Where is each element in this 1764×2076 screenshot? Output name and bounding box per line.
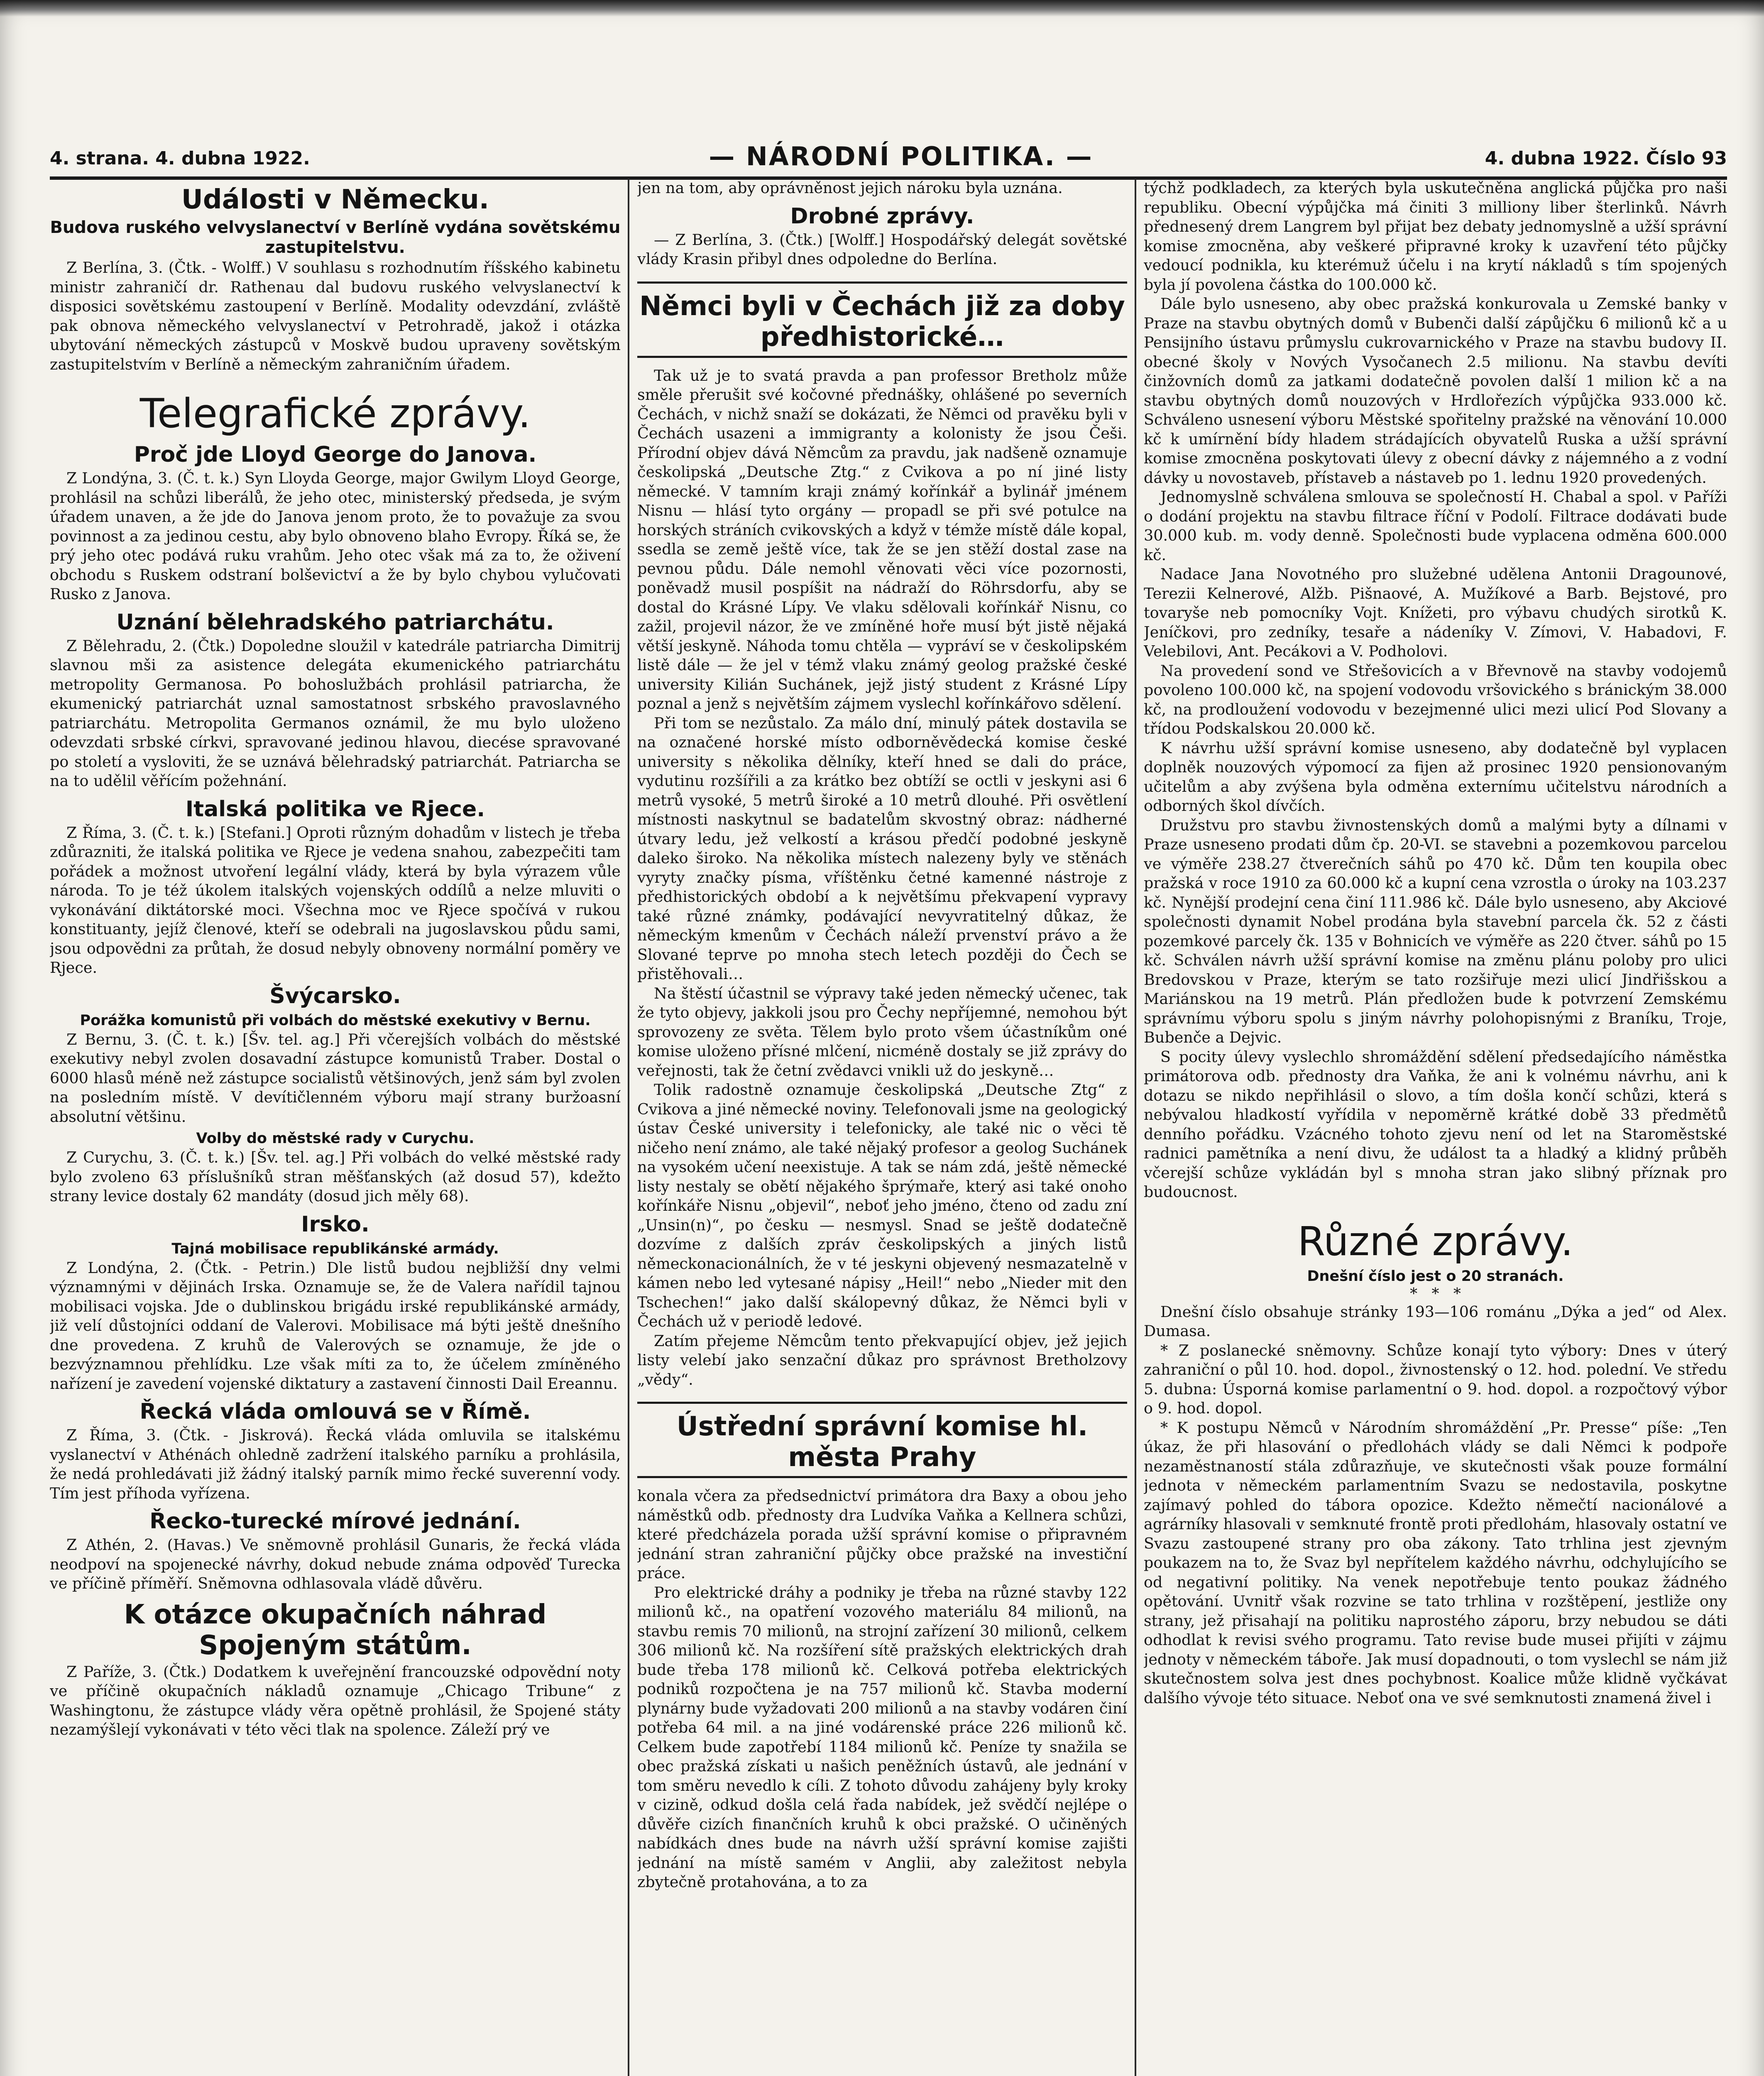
headline-occupation-costs: K otázce okupačních náhrad Spojeným státům. — [124, 1599, 547, 1661]
headline-ireland: Irsko. — [301, 1212, 369, 1237]
headline-switzerland: Švýcarsko. — [269, 983, 401, 1009]
article-parliament: * Z poslanecké sněmovny. Schůze konají tyto výbory: Dnes v úterý zahraniční o půl 10. hod. dopol., živnostenský o 12. hod. polední. Ve středu 5. dubna: Úsporná komise parlamentní o 9. hod. dopol. a rozpočtový výbor o 9. hod. dopol. — [1144, 1341, 1727, 1417]
headline-italy-rijeka: Italská politika ve Rjece. — [185, 796, 485, 822]
article-commission-p2: Pro elektrické dráhy a podniky je třeba na různé stavby 122 milionů kč., na opatření vozového materiálu 84 milionů, na stavbu remis 70 milionů, na strojní zařízení 30 milionů, celkem 306 milionů kč. Na rozšíření sítě pražských elektrických drah bude třeba 178 milionů kč. Celková potřeba elektrických podniků rozpočtena je na 757 milionů kč. Stavba moderní plynárny bude vyžadovati 200 milionů a na stavby vodáren činí potřeba 64 mil. a na jiné vodárenské práce 226 milionů kč. Celkem bude zapotřebí 1184 milionů kč. Peníze ty snažila se obec pražská získati u našich peněžních ústavů, ale jednání v tom směru nevedlo k cíli. Z tohoto důvodu zahájeny byly kroky v cizině, odkud došla celá řada nabídek, jež svědčí nejlépe o důvěře cizích finančních kruhů k obci pražské. O učiněných nabídkách dnes bude na návrh užší správní komise zajišti jednání na místě samém v Anglii, aby zaležitost nebyla zbytečně protahována, a to za — [637, 1583, 1127, 1891]
column-rule — [628, 179, 629, 2076]
article-bohemia-p5: Zatím přejeme Němcům tento překvapující objev, jež jejich listy velebí jako senzační důkaz pro správnost Bretholzovy „vědy“. — [637, 1332, 1127, 1388]
scan-top-edge — [0, 0, 1764, 17]
article-italy: Z Říma, 3. (Č. t. k.) [Stefani.] Oproti různým dohadům v listech je třeba zdůrazniti, že italská politika ve Rjece je vedena snahou, zabezpečiti tam pořádek a možnost utvoření legální vlády, která by byla výrazem vůle národa. To je též úkolem italských vojenských oddílů a nelze mluviti o vykonávání diktátorské moci. Všechna moc ve Rjece spočívá v rukou konstituanty, jejíž členové, kteří se odebrali na jugoslavskou půdu sami, jsou odpovědni za průtah, že dosud nebyly obnoveny normální poměry ve Rjece. — [50, 823, 621, 977]
headline-belgrade-patriarchate: Uznání bělehradského patriarchátu. — [116, 610, 554, 635]
article-commission-cont-p1: týchž podkladech, za kterých byla uskutečněna anglická půjčka pro naši republiku. Obecní výpůjčka má činiti 3 milliony liber šterlinků. Návrh přednesený drem Langrem byl přijat bez debaty jednomyslně a užší správní komise zmocněna, aby veškeré připravné kroky k uzavření této půjčky vedoucí podnikla, ku kterémuž účelu i na krytí nákladů s tím spojených byla jí povolena částka do 100.000 kč. — [1144, 179, 1727, 294]
article-greek-turkish: Z Athén, 2. (Havas.) Ve sněmovně prohlásil Gunaris, že řecká vláda neodpoví na spojenecké návrhy, dokud nebude známa odpověď Turecka ve příčině příměří. Sněmovna odhlasovala vládě důvěru. — [50, 1536, 621, 1592]
article-bohemia-p1: Tak už je to svatá pravda a pan professor Bretholz může směle přerušit své kočovné přednášky, ohlášené po severních Čechách, v nichž snaží se dokázati, že Němci od pravěku byli v Čechách usazeni a immigranty a kolonisty že jsou Češi. Přírodní objev dává Němcům za pravdu, jak nadšeně oznamuje českolipská „Deutsche Ztg.“ z Cvikova a po ní jiné listy německé. V tamním kraji známý kořínkář a bylinář jménem Nisnu — hlásí tyto orgány — propadl se při své potulce na horských stráních cvikovských a když v témže místě dále kopal, ssedla se země ještě více, tak že se jen stěží dostal zase na pevnou půdu. Dále nemohl věnovati věci více pozornosti, poněvadž musil pospíšit na nádraží do Röhrsdorfu, aby se dostal do Krásné Lípy. Ve vlaku sdělovali kořínkář Nisnu, co zažil, projevil názor, že ve zmíněné hoře musí být jistě nějaká větší jeskyně. Náhoda tomu chtěla — vypráví se v českolipském listě dále — že jel v témž vlaku známý geolog pražské české university Kilián Suchánek, jejž jistý student z Krásné Lípy poznal a jenž s největším zájmem vyslechl kořínkářovo sdělení. — [637, 366, 1127, 712]
article-bern: Z Bernu, 3. (Č. t. k.) [Šv. tel. ag.] Při včerejších volbách do městské exekutivy nebyl zvolen dosavadní zástupce komunistů Traber. Dostal o 6000 hlasů méně než zástupce socialistů většinových, jenž sám byl zvolen na posledním místě. V devítičlenném výboru mají strany buržoasní absolutní většinu. — [50, 1030, 621, 1126]
page-header — [50, 127, 1727, 180]
column-rule — [1135, 179, 1136, 2076]
header-date-issue: 4. dubna 1922. Číslo 93 — [1485, 148, 1727, 169]
headline-small-news: Drobné zprávy. — [790, 203, 974, 229]
article-commission-cont-p2: Dále bylo usneseno, aby obec pražská konkurovala u Zemské banky v Praze na stavbu obytných domů v Bubenči další zápůjčku 6 milionů kč a u Pensijního ústavu průmyslu cukrovarnického v Praze na stavbu budovy II. obecné školy v Nových Vysočanech 2.5 milionu. Na stavbu devíti činžovních domů za jatkami dodatečně povolen další 1 milion kč a na stavbu obytných domů nouzových v Hrdlořezích výpůjčka 933.000 kč. Schváleno usnesení výboru Městské spořitelny pražské na věnování 10.000 kč k umírnění bídy hladem strádajících obyvatelů Ruska a užší správní komise zmocněna poskytovati úlevy z obecní dávky z nájemného a z vodní dávky u novostaveb, přístaveb a nástaveb po 1. lednu 1920 provedených. — [1144, 295, 1727, 487]
article-greek: Z Říma, 3. (Čtk. - Jiskrová). Řecká vláda omluvila se italskému vyslanectví v Athénách ohledně zadržení italského parníku a prohlásila, že nedá prohledávati již žádný italský parník mimo řecké suverenní vody. Tím jest příhoda vyřízena. — [50, 1426, 621, 1502]
article-novel-pages: Dnešní číslo obsahuje stránky 193—106 románu „Dýka a jed“ od Alex. Dumasa. — [1144, 1302, 1727, 1340]
article-commission-cont-p7: Družstvu pro stavbu živnostenských domů a malými byty a dílnami v Praze usneseno prodati dům čp. 20-VI. se stavebni a pozemkovou parcelou ve výměře 238.27 čtverečních sáhů po 470 kč. Dům ten koupila obec pražská v roce 1910 za 60.000 kč a kupní cena vzrostla o úroky na 103.237 kč. Nynější prodejní cena činí 111.986 kč. Dále bylo usneseno, aby Akciové společnosti dynamit Nobel prodána byla stavební parcela čk. 52 z části pozemkové parcely čk. 135 v Bohnicích ve výměře as 220 čtver. sáhů po 15 kč. Schválen návrh užší správní komise na změnu plánu poloby pro ulici Bredovskou v Praze, kterým se tato rozšiřuje mezi ulicí Jindřišskou a Mariánskou na 19 metrů. Plán předložen bude k potvrzení Zemskému správnímu výboru spolu s jiným návrhy polohopisnými z Braníku, Troje, Bubenče a Dejvic. — [1144, 816, 1727, 1046]
article-commission-p1: konala včera za předsednictví primátora dra Baxy a obou jeho náměstků odb. přednosty dra Ludvíka Vaňka a Kellnera schůzi, které předcházela porada užší správní komise o připravném jednání stran zahraniční půjčky obce pražské na investiční práce. — [637, 1487, 1127, 1582]
article-bohemia-p4: Tolik radostně oznamuje českolipská „Deutsche Ztg“ z Cvikova a jiné německé noviny. Telefonovali jsme na geologický ústav České university i telefonicky, ale také nic o věci tě ničeho není známo, ale také nějaký profesor a geolog Suchánek na vysokém učení neexistuje. A tak se nám zdá, ještě německé listy nestaly se obětí nějakého šprýmaře, který asi také onoho kořínkáře Nisnu „objevil“, neboť jeho jméno, čteno od zadu zní „Unsin(n)“, po česku — nesmysl. Snad se ještě dodatečně dozvíme z dalších zpráv českolipských a jiných listů německonacionálních, že v té jeskyni objevený nesmazatelně v kámen nebo led vytesané nápisy „Heil!“ nebo „Nieder mit den Tschechen!“ jako další skálopevný důkaz, že Němci byli v Čechách už v periodě ledové. — [637, 1081, 1127, 1330]
headline-germans-in-bohemia: Němci byli v Čechách již za doby předhistorické… — [639, 291, 1125, 353]
subheadline-ireland: Tajná mobilisace republikánské armády. — [171, 1240, 499, 1257]
headline-box — [637, 282, 1127, 358]
article-commission-cont-p3: Jednomyslně schválena smlouva se společností H. Chabal a spol. v Paříži o dodání projektu na stavbu filtrace říční v Podolí. Filtrace dodávati bude 30.000 kub. m. vody denně. Společnosti bude vyplacena odměna 600.000 kč. — [1144, 488, 1727, 564]
subheadline-zurich: Volby do městské rady v Curychu. — [196, 1130, 475, 1147]
section-miscellaneous-news: Různé zprávy. — [1297, 1218, 1573, 1265]
headline-events-germany: Události v Německu. — [181, 184, 489, 215]
article-commission-cont-p4: Nadace Jana Novotného pro služebné udělena Antonii Dragounové, Terezii Kelnerové, Alžb. Pišnaové, A. Mužíkové a Barb. Bejstové, pro tovaryše neb pomocníky Vojt. Knížeti, pro výbavu chudých sirotků K. Jeníčkovi, pro zedníky, tesaře a nádeníky V. Zímovi, V. Habadovi, F. Velebilovi, Ant. Pecákovi a V. Podholovi. — [1144, 565, 1727, 660]
newspaper-title: — NÁRODNÍ POLITIKA. — — [709, 141, 1093, 171]
separator-asterisks: * * * — [1410, 1285, 1461, 1302]
article-ireland: Z Londýna, 2. (Čtk. - Petrin.) Dle listů budou nejbližší dny velmi významnými v dějinách Irska. Oznamuje se, že de Valera nařídil tajnou mobilisaci vojska. Jde o dublinskou brigádu irské republikánské armády, již velí důstojníci oddaní de Valerovi. Mobilisace má býti ještě dnešního dne provedena. Z kruhů de Valerových se oznamuje, že jde o bezvýznamnou přehlídku. Lze však míti za to, že účelem zmíněného nařízení je zavedení vojenské diktatury a zastavení činnosti Dail Ereannu. — [50, 1258, 621, 1393]
subheadline-bern: Porážka komunistů při volbách do městské exekutivy v Bernu. — [80, 1012, 591, 1029]
article-occupation-costs: Z Paříže, 3. (Čtk.) Dodatkem k uveřejnění francouzské odpovědní noty ve příčině okupačních nákladů oznamuje „Chicago Tribune“ z Washingtonu, že zástupce vlády věra opětně prohlásil, že Spojené státy nezamýšlejí vykonávati v této věci tlak na spolence. Záleží prý ve — [50, 1662, 621, 1738]
header-page-date: 4. strana. 4. dubna 1922. — [50, 148, 310, 169]
column-3 — [1144, 179, 1727, 2076]
headline-greek-apology: Řecká vláda omlouvá se v Římě. — [139, 1399, 531, 1424]
headline-prague-commission: Ústřední správní komise hl. města Prahy — [676, 1411, 1088, 1473]
column-1 — [50, 179, 621, 2076]
article-commission-cont-p5: Na provedení sond ve Střešovicích a v Břevnově na stavby vodojemů povoleno 100.000 kč, na spojení vodovodu vršovického s bránickým 38.000 kč, na prodloužení vodovodu v bezejmenné ulici mezi ulicí Pod Slovany a třídou Podskalskou 20.000 kč. — [1144, 661, 1727, 737]
article-bohemia-p3: Na štěstí účastnil se výpravy také jeden německý učenec, tak že tyto objevy, jakkoli jsou pro Čechy nepříjemné, nemohou být sprovozeny ze světa. Tělem bylo proto všem účastníkům oné komise uloženo přísné mlčení, nicméně dostaly se již zprávy do veřejnosti, tak že četní zvědavci vnikli už do jeskyně… — [637, 984, 1127, 1080]
article-berlin: Z Berlína, 3. (Čtk. - Wolff.) V souhlasu s rozhodnutím říšského kabinetu ministr zahraničí dr. Rathenau dal budovu ruského velvyslanectví k disposici sovětskému zastoupení v Berlíně. Modality odevzdání, zvláště pak obnova německého velvyslanectví v Petrohradě, jakož i otázka ubytování německých zástupců v Moskvě budou upraveny sovětským zastupitelstvím v Berlíně a německým zahraničním úřadem. — [50, 259, 621, 373]
subheadline-russian-embassy: Budova ruského velvyslanectví v Berlíně vydána sovětskému zastupitelstvu. — [50, 218, 621, 257]
subheadline-page-count: Dnešní číslo jest o 20 stranách. — [1307, 1268, 1564, 1285]
column-2 — [637, 179, 1127, 2076]
article-lloyd-george: Z Londýna, 3. (Č. t. k.) Syn Lloyda George, major Gwilym Lloyd George, prohlásil na schůzi liberálů, že jeho otec, ministerský předseda, je svým úřadem unaven, a že jde do Janova jenom proto, že to považuje za svou povinnost a za jedinou cestu, aby bylo obnoveno blaho Evropy. Říká se, že prý jeho otec podává ruku vrahům. Jeho otec však má za to, že oživení obchodu s Ruskem odstraní bolševictví a že by bylo chybou vylučovati Rusko z Janova. — [50, 469, 621, 603]
article-continuation: jen na tom, aby oprávněnost jejich nároku byla uznána. — [637, 179, 1063, 197]
article-germans-parliament: * K postupu Němců v Národním shromáždění „Pr. Presse“ píše: „Ten úkaz, že při hlasování o předlohách vlády se dali Němci k podpoře nezaměstnaností stála zdůrazňuje, ve skutečnosti však pouze formální jednota v německém parlamentním Svazu se nedostavila, poskytne zajímavý pohled do tábora opozice. Kdežto němečtí nacionálové a agrárníky hlasovali v semknuté frontě proti předlohám, hlasovaly ostatní ve Svazu zastoupené strany pro oba zákony. Tato trhlina jest zjevným poukazem na to, že Svaz byl nepřítelem každého návrhu, odchylujícího se od negativní politiky. Na venek nepotřebuje tento poukaz žádného opětování. Uvnitř však rozvine se tato trhlina v rozštěpení, jestliže ony strany, jež přisahají na politiku naprostého záporu, brzy nebudou se dáti odhodlat k revisi svého programu. Tato revise bude musei přijíti v zájmu jednoty v německém táboře. Jak musí dopadnouti, o tom vyslechl se nám již skutečnostem solva jest dnes pochybnost. Koalice může klidně vyčkávat dalšího vývoje této situace. Neboť ona ve své semknutosti znamená živel i — [1144, 1418, 1727, 1707]
headline-greek-turkish: Řecko-turecké mírové jednání. — [149, 1509, 521, 1534]
headline-box — [637, 1402, 1127, 1478]
article-belgrade: Z Bělehradu, 2. (Čtk.) Dopoledne sloužil v katedrále patriarcha Dimitrij slavnou mši za asistence delegáta ekumenického patriarchátu metropolity Germanosa. Po bohoslužbách prohlásil patriarcha, že ekumenický patriarchát uznal samostatnost srbského pravoslavného patriarchátu. Metropolita Germanos oznámil, že mu bylo uloženo odevzdati srbské církvi, spravované jedinou hlavou, diecése spravované po století a vysloviti, že se uznává bělehradský patriarchát. Patriarcha se na to udělil věřícím požehnání. — [50, 637, 621, 790]
article-commission-cont-p6: K návrhu užší správní komise usneseno, aby dodatečně byl vyplacen doplněk nouzových výpomocí za fijen až prosinec 1920 pensionovaným učitelům a aby zvýšena byla odměna externímu učitelstvu národních a odborných škol dívčích. — [1144, 739, 1727, 815]
headline-lloyd-george: Proč jde Lloyd George do Janova. — [134, 442, 537, 467]
article-zurich: Z Curychu, 3. (Č. t. k.) [Šv. tel. ag.] Při volbách do velké městské rady bylo zvoleno 63 příslušníků stran měšťanských (až dosud 57), kdežto strany levice dostaly 62 mandáty (dosud jich měly 68). — [50, 1148, 621, 1205]
article-bohemia-p2: Při tom se nezůstalo. Za málo dní, minulý pátek dostavila se na označené horské místo odborněvědecká komise české university s několika dělníky, kteří hned se dali do práce, vydutinu rozšířili a za krátko bez obtíží se octli v jeskyni asi 6 metrů vysoké, 5 metrů široké a 10 metrů dlouhé. Při osvětlení místnosti naskytnul se badatelům skvostný obraz: nádherné útvary ledu, jež velkostí a krásou předčí podobné jeskyně daleko široko. Na několika místech nalezeny byly ve stěnách vyryty značky písma, vříštěnku četné kamenné nástroje z předhistorických období a k největšímu překvapení vypravy také různé známky, podávající nevyvratitelný důkaz, že německým kmenům v Čechách náleží prvenství právo a že Slované teprve po mnoha stech letech později do Čech se přistěhovali… — [637, 714, 1127, 983]
section-telegraphic-news: Telegrafické zprávy. — [139, 390, 531, 437]
article-commission-cont-p8: S pocity úlevy vyslechlo shromáždění sdělení předsedajícího náměstka primátorova odb. přednosty dra Vaňka, že ani k volnému návrhu, ani k dotazu se nikdo nepřihlásil o slovo, a tím došla končí schůzi, která s nebývalou hladkostí vyřídila v nepoměrně krátké době 33 předmětů denního pořádku. Vzácného tohoto zjevu není od let na Staroměstské radnici pamětníka a není divu, že událost ta a hladký a klidný průběh včerejší schůze vykládán byl s mnoha stran jako slibný příznak pro budoucnost. — [1144, 1048, 1727, 1201]
article-krasin: — Z Berlína, 3. (Čtk.) [Wolff.] Hospodářský delegát sovětské vlády Krasin přibyl dnes odpoledne do Berlína. — [637, 230, 1127, 268]
